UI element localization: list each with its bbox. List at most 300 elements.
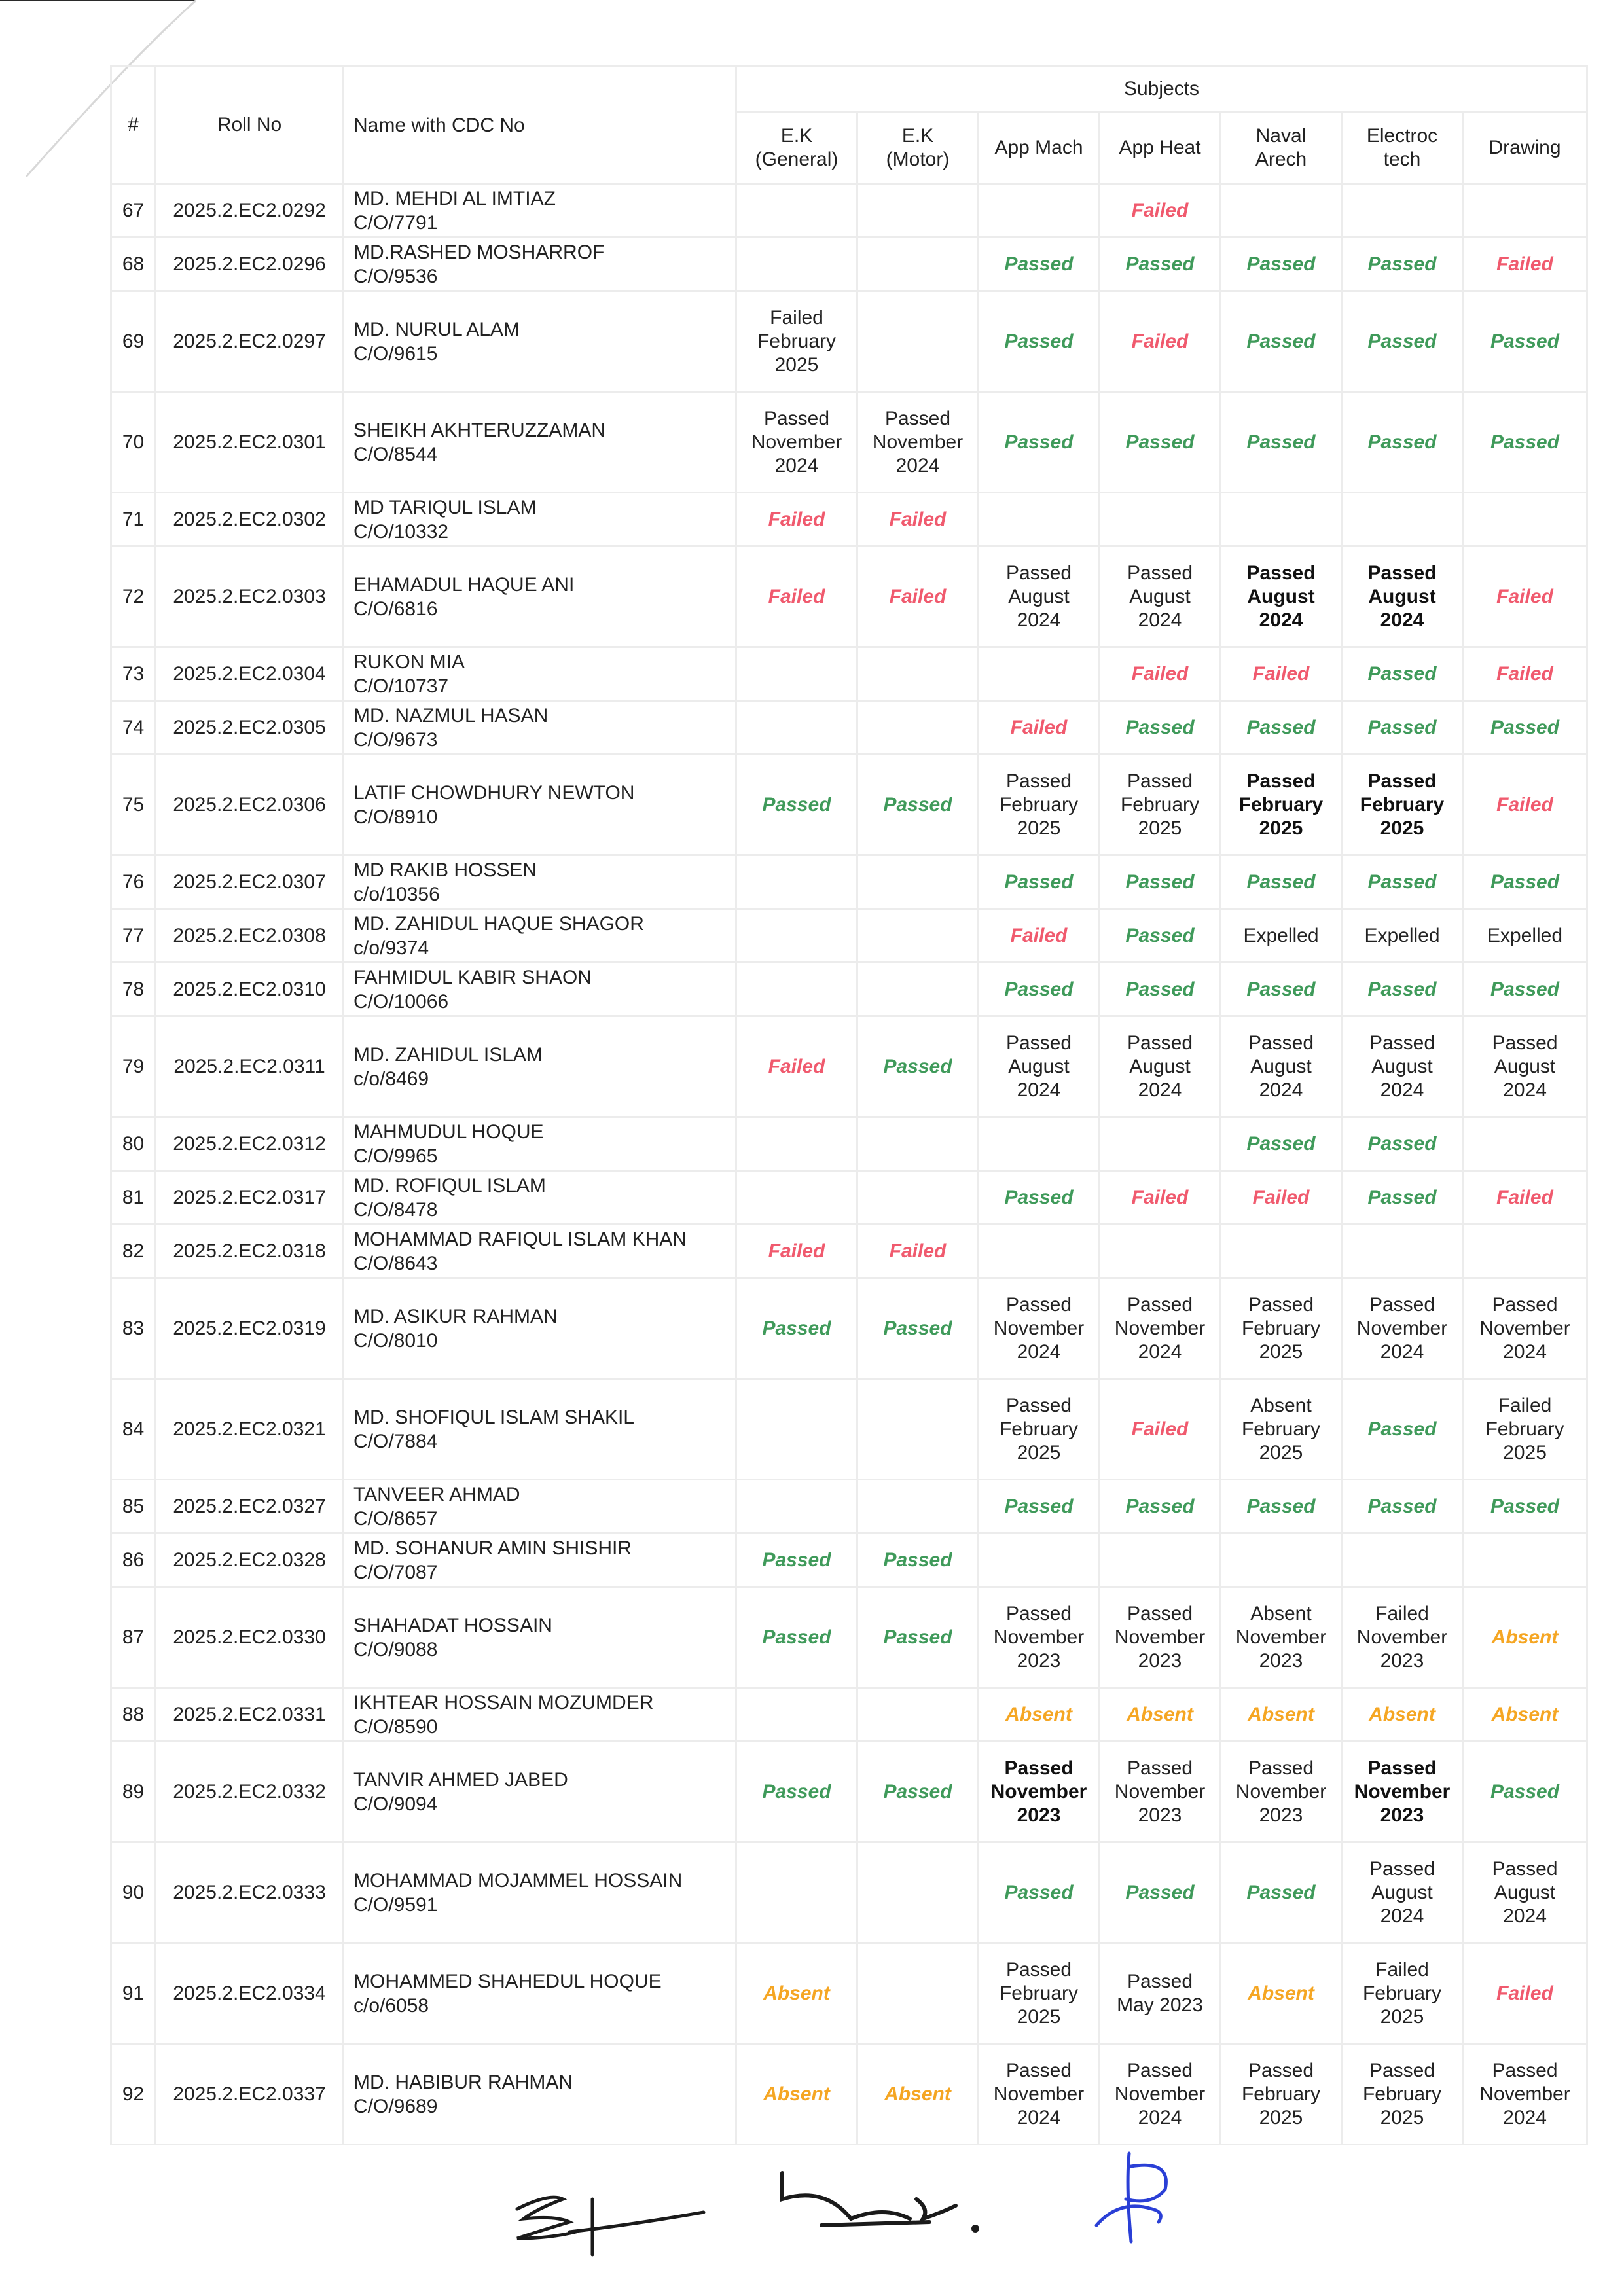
result-cell (736, 1117, 857, 1171)
row-number: 90 (111, 1842, 156, 1943)
table-row (111, 1117, 1587, 1171)
result-text: 2024 (774, 454, 819, 476)
result-cell (1100, 1842, 1221, 1943)
name-cell (344, 1842, 736, 1943)
cdc-number: C/O/8910 (353, 806, 438, 828)
result-cell (857, 1379, 979, 1480)
row-number: 72 (111, 547, 156, 647)
result-text: 2025 (1138, 817, 1182, 839)
result-cell (1463, 1742, 1587, 1842)
result-cell (1342, 1688, 1463, 1742)
table-row (111, 1480, 1587, 1534)
result-text: Failed (1131, 330, 1189, 352)
name-cell (344, 493, 736, 547)
result-cell (736, 1534, 857, 1587)
result-text: Passed (1369, 1031, 1435, 1054)
cdc-number: C/O/9615 (353, 342, 438, 365)
row-number: 81 (111, 1171, 156, 1225)
result-cell (979, 855, 1100, 909)
result-text: Passed (1004, 978, 1074, 1000)
result-text: Passed (1004, 1757, 1074, 1779)
result-cell (1463, 291, 1587, 392)
candidate-name: MD. ZAHIDUL ISLAM (353, 1043, 543, 1066)
result-text: 2024 (1503, 1905, 1547, 1927)
result-text: November (1479, 1317, 1570, 1339)
result-cell (1463, 647, 1587, 701)
result-cell (857, 1943, 979, 2044)
result-cell (1463, 909, 1587, 963)
result-text: Absent (1250, 1602, 1312, 1624)
table-row (111, 909, 1587, 963)
header-subject-line2: tech (1383, 148, 1421, 170)
result-cell (1100, 1117, 1221, 1171)
result-cell (1342, 647, 1463, 701)
result-text: August (1008, 1055, 1070, 1077)
result-cell (1221, 2044, 1342, 2145)
table-row (111, 291, 1587, 392)
result-text: August (1371, 1055, 1433, 1077)
roll-number: 2025.2.EC2.0303 (156, 547, 344, 647)
result-text: November (1479, 2083, 1570, 2105)
result-cell (1100, 1480, 1221, 1534)
result-cell (979, 1171, 1100, 1225)
result-cell (1221, 1842, 1342, 1943)
cdc-number: C/O/10737 (353, 675, 449, 697)
result-cell (736, 701, 857, 755)
signatures (0, 2147, 1624, 2278)
name-cell (344, 547, 736, 647)
result-text: February (1362, 2083, 1442, 2105)
result-text: 2024 (1138, 1340, 1182, 1363)
result-text: Passed (1125, 716, 1195, 738)
result-cell (1100, 1742, 1221, 1842)
result-cell (1463, 1278, 1587, 1379)
result-cell (857, 1225, 979, 1278)
result-text: Passed (1127, 562, 1193, 584)
result-text: November (1114, 1780, 1206, 1803)
result-text: 2024 (1017, 1340, 1061, 1363)
result-cell (1463, 238, 1587, 291)
result-text: Passed (1490, 978, 1560, 1000)
result-text: 2024 (1380, 1340, 1424, 1363)
result-cell (1463, 1688, 1587, 1742)
result-text: November (872, 431, 964, 453)
result-text: Failed (1010, 716, 1068, 738)
candidate-name: MD RAKIB HOSSEN (353, 859, 537, 881)
result-cell (1463, 547, 1587, 647)
result-cell (736, 1688, 857, 1742)
result-text: February (999, 1982, 1079, 2004)
result-text: November (993, 1317, 1085, 1339)
result-cell (857, 1278, 979, 1379)
result-cell (1221, 493, 1342, 547)
result-text: Expelled (1243, 924, 1319, 946)
result-text: Absent (1248, 1982, 1314, 2004)
result-text: 2024 (1503, 1340, 1547, 1363)
result-text: Passed (1246, 253, 1316, 275)
result-text: Passed (1127, 1970, 1193, 1992)
cdc-number: C/O/9094 (353, 1793, 438, 1815)
result-text: Passed (1246, 431, 1316, 453)
candidate-name: MD. ASIKUR RAHMAN (353, 1305, 558, 1327)
header-name: Name with CDC No (344, 67, 736, 184)
result-cell (1342, 755, 1463, 855)
result-text: Passed (1492, 2059, 1558, 2081)
result-text: Passed (1367, 662, 1437, 685)
result-text: Passed (1367, 978, 1437, 1000)
result-cell (1221, 909, 1342, 963)
result-text: Absent (1005, 1703, 1072, 1725)
row-number: 85 (111, 1480, 156, 1534)
result-text: August (1129, 585, 1191, 607)
cdc-number: C/O/7087 (353, 1561, 438, 1583)
result-text: August (1494, 1881, 1556, 1903)
result-cell (1100, 1379, 1221, 1480)
result-cell (979, 1742, 1100, 1842)
roll-number: 2025.2.EC2.0330 (156, 1587, 344, 1688)
roll-number: 2025.2.EC2.0310 (156, 963, 344, 1016)
result-text: Passed (762, 1317, 831, 1339)
result-cell (979, 755, 1100, 855)
result-cell (1342, 1379, 1463, 1480)
result-cell (857, 1171, 979, 1225)
result-text: February (1241, 2083, 1321, 2105)
name-cell (344, 392, 736, 493)
result-text: Failed (889, 508, 947, 530)
header-subject-line2: Arech (1255, 148, 1307, 170)
row-number: 74 (111, 701, 156, 755)
result-text: Failed (1131, 662, 1189, 685)
row-number: 82 (111, 1225, 156, 1278)
result-text: Passed (763, 407, 830, 429)
row-number: 92 (111, 2044, 156, 2145)
result-cell (857, 1742, 979, 1842)
result-cell (1463, 1534, 1587, 1587)
roll-number: 2025.2.EC2.0306 (156, 755, 344, 855)
result-text: Failed (1252, 1186, 1310, 1208)
cdc-number: C/O/6816 (353, 598, 438, 620)
result-text: Passed (1490, 1495, 1560, 1517)
cdc-number: C/O/8544 (353, 443, 438, 465)
result-text: 2024 (1503, 1079, 1547, 1101)
result-text: Passed (1246, 1132, 1316, 1155)
result-cell (1342, 1587, 1463, 1688)
result-text: 2025 (1380, 2005, 1424, 2028)
cdc-number: C/O/9088 (353, 1638, 438, 1660)
result-text: Passed (1246, 1881, 1316, 1903)
result-text: Passed (1127, 770, 1193, 792)
name-cell (344, 1278, 736, 1379)
result-text: Absent (1491, 1703, 1559, 1725)
table-row (111, 701, 1587, 755)
result-cell (1100, 2044, 1221, 2145)
row-number: 70 (111, 392, 156, 493)
result-text: Passed (1005, 562, 1072, 584)
result-text: Passed (1492, 1293, 1558, 1316)
header-roll: Roll No (156, 67, 344, 184)
result-text: Passed (1369, 1857, 1435, 1880)
roll-number: 2025.2.EC2.0301 (156, 392, 344, 493)
result-text: Passed (1005, 1394, 1072, 1416)
result-cell (1342, 1171, 1463, 1225)
result-text: Passed (883, 1317, 952, 1339)
result-text: February (1241, 1317, 1321, 1339)
result-cell (1342, 1842, 1463, 1943)
result-cell (1463, 1171, 1587, 1225)
result-cell (857, 1688, 979, 1742)
header-subject-5 (1342, 112, 1463, 184)
table-row (111, 1016, 1587, 1117)
result-cell (979, 493, 1100, 547)
roll-number: 2025.2.EC2.0319 (156, 1278, 344, 1379)
result-cell (979, 392, 1100, 493)
result-cell (857, 184, 979, 238)
result-cell (736, 1480, 857, 1534)
result-text: Passed (762, 1549, 831, 1571)
result-text: Passed (1004, 330, 1074, 352)
result-cell (1100, 1943, 1221, 2044)
result-cell (857, 547, 979, 647)
result-text: Passed (1127, 1757, 1193, 1779)
result-cell (979, 1688, 1100, 1742)
result-text: Passed (1490, 330, 1560, 352)
table-row (111, 493, 1587, 547)
name-cell (344, 1688, 736, 1742)
result-text: Absent (1369, 1703, 1435, 1725)
result-text: Passed (1367, 330, 1437, 352)
result-text: Passed (1005, 1958, 1072, 1981)
candidate-name: IKHTEAR HOSSAIN MOZUMDER (353, 1691, 654, 1713)
result-text: 2024 (895, 454, 940, 476)
roll-number: 2025.2.EC2.0317 (156, 1171, 344, 1225)
result-text: Passed (1490, 1780, 1560, 1803)
result-cell (736, 238, 857, 291)
result-text: February (999, 1418, 1079, 1440)
result-text: Passed (883, 1549, 952, 1571)
result-cell (736, 755, 857, 855)
result-text: 2024 (1138, 2106, 1182, 2128)
result-text: 2025 (1017, 1441, 1061, 1463)
result-cell (857, 1842, 979, 1943)
result-text: Passed (1005, 1602, 1072, 1624)
result-text: Passed (1127, 1031, 1193, 1054)
row-number: 88 (111, 1688, 156, 1742)
result-cell (1463, 755, 1587, 855)
cdc-number: C/O/9673 (353, 728, 438, 751)
header-subject-line1: Electroc (1366, 124, 1438, 147)
result-text: 2024 (1380, 1905, 1424, 1927)
result-cell (1342, 909, 1463, 963)
result-text: 2024 (1503, 2106, 1547, 2128)
result-cell (979, 1225, 1100, 1278)
name-cell (344, 701, 736, 755)
result-cell (1221, 1016, 1342, 1117)
cdc-number: C/O/7791 (353, 211, 438, 234)
row-number: 79 (111, 1016, 156, 1117)
table-row (111, 647, 1587, 701)
name-cell (344, 1587, 736, 1688)
result-text: 2025 (1259, 2106, 1303, 2128)
result-cell (1463, 1379, 1587, 1480)
result-cell (979, 291, 1100, 392)
name-cell (344, 1225, 736, 1278)
result-text: Passed (1125, 1881, 1195, 1903)
result-text: February (1120, 793, 1200, 816)
result-text: 2024 (1380, 1079, 1424, 1101)
result-cell (736, 547, 857, 647)
result-text: Absent (1127, 1703, 1193, 1725)
cdc-number: c/o/8469 (353, 1067, 429, 1090)
result-text: Failed (889, 1240, 947, 1262)
cdc-number: c/o/9374 (353, 937, 429, 959)
result-text: Passed (1369, 2059, 1435, 2081)
row-number: 77 (111, 909, 156, 963)
result-cell (979, 1943, 1100, 2044)
table-row (111, 855, 1587, 909)
name-cell (344, 855, 736, 909)
roll-number: 2025.2.EC2.0333 (156, 1842, 344, 1943)
result-text: Passed (1367, 716, 1437, 738)
result-text: August (1250, 1055, 1312, 1077)
cdc-number: C/O/9689 (353, 2095, 438, 2117)
result-cell (979, 701, 1100, 755)
name-cell (344, 2044, 736, 2145)
roll-number: 2025.2.EC2.0297 (156, 291, 344, 392)
result-cell (1221, 701, 1342, 755)
result-cell (736, 1278, 857, 1379)
result-text: Failed (1496, 1186, 1553, 1208)
roll-number: 2025.2.EC2.0304 (156, 647, 344, 701)
result-cell (1463, 392, 1587, 493)
header-subject-line1: App Heat (1119, 136, 1201, 158)
result-text: Passed (1490, 431, 1560, 453)
result-text: August (1008, 585, 1070, 607)
roll-number: 2025.2.EC2.0328 (156, 1534, 344, 1587)
result-cell (857, 701, 979, 755)
result-cell (1342, 392, 1463, 493)
name-cell (344, 238, 736, 291)
row-number: 69 (111, 291, 156, 392)
candidate-name: SHAHADAT HOSSAIN (353, 1614, 552, 1636)
result-cell (1221, 547, 1342, 647)
result-text: Failed (768, 1240, 825, 1262)
result-text: Passed (1005, 2059, 1072, 2081)
candidate-name: MD. NURUL ALAM (353, 318, 520, 340)
result-text: Passed (883, 1780, 952, 1803)
table-row (111, 238, 1587, 291)
result-text: 2023 (1138, 1804, 1182, 1826)
result-text: Passed (1246, 716, 1316, 738)
header-subject-line1: Drawing (1489, 136, 1561, 158)
result-text: August (1368, 585, 1436, 607)
result-text: November (1354, 1780, 1451, 1803)
row-number: 73 (111, 647, 156, 701)
candidate-name: MD TARIQUL ISLAM (353, 496, 537, 518)
result-cell (1221, 1480, 1342, 1534)
result-text: February (1241, 1418, 1321, 1440)
header-subject-6 (1463, 112, 1587, 184)
result-text: August (1494, 1055, 1556, 1077)
result-cell (1342, 2044, 1463, 2145)
result-text: 2024 (1259, 609, 1303, 631)
result-text: November (1235, 1780, 1327, 1803)
row-number: 78 (111, 963, 156, 1016)
result-text: 2024 (1017, 1079, 1061, 1101)
result-text: Passed (1127, 1602, 1193, 1624)
result-text: Failed (768, 508, 825, 530)
result-cell (1221, 238, 1342, 291)
row-number: 67 (111, 184, 156, 238)
candidate-name: MD. NAZMUL HASAN (353, 704, 549, 726)
cdc-number: C/O/9965 (353, 1145, 438, 1167)
table-row (111, 755, 1587, 855)
result-text: November (990, 1780, 1087, 1803)
result-text: November (1114, 2083, 1206, 2105)
row-number: 89 (111, 1742, 156, 1842)
result-text: Passed (762, 1780, 831, 1803)
row-number: 71 (111, 493, 156, 547)
name-cell (344, 647, 736, 701)
result-text: Passed (1248, 2059, 1314, 2081)
result-cell (979, 1534, 1100, 1587)
table-row (111, 1534, 1587, 1587)
name-cell (344, 1480, 736, 1534)
table-row (111, 963, 1587, 1016)
cdc-number: C/O/8010 (353, 1329, 438, 1352)
name-cell (344, 1117, 736, 1171)
result-text: November (1356, 1626, 1448, 1648)
result-text: Passed (1490, 716, 1560, 738)
result-text: Passed (1367, 1418, 1437, 1440)
roll-number: 2025.2.EC2.0334 (156, 1943, 344, 2044)
candidate-name: MD. HABIBUR RAHMAN (353, 2071, 573, 2093)
result-cell (736, 392, 857, 493)
header-subject-line1: Naval (1255, 124, 1307, 147)
result-text: Passed (1125, 253, 1195, 275)
result-cell (1342, 238, 1463, 291)
result-text: November (1356, 1317, 1448, 1339)
result-cell (857, 963, 979, 1016)
result-text: 2024 (1138, 609, 1182, 631)
roll-number: 2025.2.EC2.0312 (156, 1117, 344, 1171)
result-cell (1100, 493, 1221, 547)
result-text: Passed (1246, 870, 1316, 893)
roll-number: 2025.2.EC2.0308 (156, 909, 344, 963)
result-text: Passed (883, 1626, 952, 1648)
result-cell (979, 1016, 1100, 1117)
result-cell (979, 1842, 1100, 1943)
result-text: February (1238, 793, 1324, 816)
result-cell (857, 2044, 979, 2145)
result-cell (1100, 1016, 1221, 1117)
result-cell (979, 1480, 1100, 1534)
table-row (111, 1225, 1587, 1278)
result-text: Failed (1131, 199, 1189, 221)
result-cell (857, 238, 979, 291)
result-text: February (999, 793, 1079, 816)
result-cell (1342, 1117, 1463, 1171)
result-cell (1463, 1016, 1587, 1117)
cdc-number: c/o/10356 (353, 883, 440, 905)
name-cell (344, 1742, 736, 1842)
table-row (111, 1943, 1587, 2044)
table-row (111, 2044, 1587, 2145)
cdc-number: C/O/8643 (353, 1252, 438, 1274)
result-cell (736, 963, 857, 1016)
result-text: 2023 (1138, 1649, 1182, 1672)
result-text: Passed (1367, 770, 1437, 792)
result-text: 2023 (1017, 1804, 1061, 1826)
